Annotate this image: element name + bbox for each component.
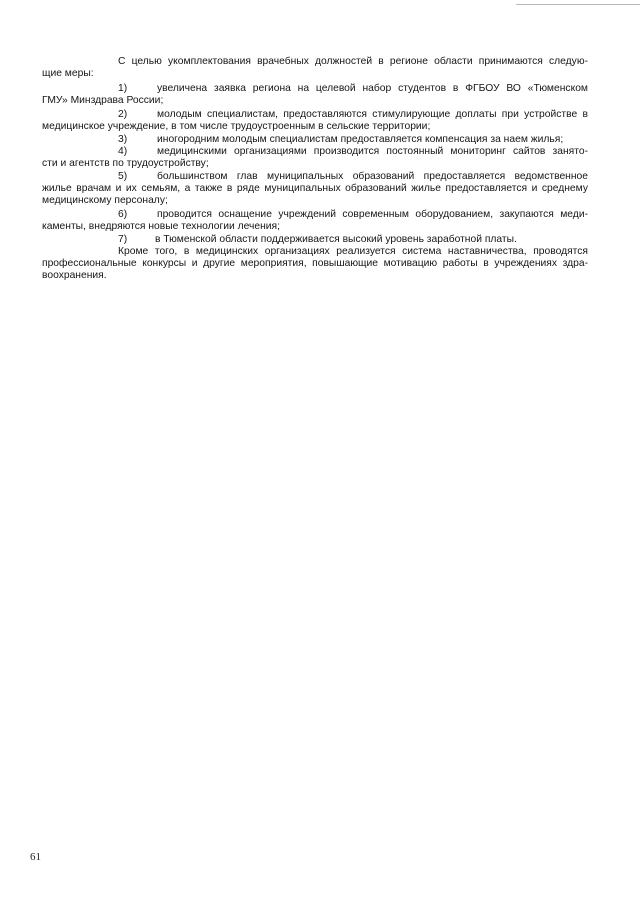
- intro-line-1: С целью укомплектования врачебных должностей в регионе области принимаются следую-: [118, 56, 588, 67]
- item-number-4: 4): [118, 146, 128, 157]
- item-3-line-1: иногородним молодым специалистам предоставляется компенсация за наем жилья;: [157, 134, 564, 145]
- item-7-line-1: в Тюменской области поддерживается высокий уровень заработной платы.: [155, 234, 517, 245]
- item-number-1: 1): [118, 83, 128, 94]
- scan-edge-line: [516, 4, 640, 5]
- page-number: 61: [30, 851, 41, 863]
- item-1-line-2: ГМУ» Минздрава России;: [42, 95, 164, 106]
- item-number-7: 7): [118, 234, 128, 245]
- item-5-line-3: медицинскому персоналу;: [42, 195, 168, 206]
- item-number-3: 3): [118, 134, 128, 145]
- item-1-line-1: увеличена заявка региона на целевой набор студентов в ФГБОУ ВО «Тюменском: [157, 83, 588, 94]
- item-5-line-2: жилье врачам и их семьям, а также в ряде муниципальных образований жилье предоставляется и среднему: [42, 183, 588, 194]
- item-4-line-2: сти и агентств по трудоустройству;: [42, 158, 209, 169]
- item-6-line-1: проводится оснащение учреждений современным оборудованием, закупаются меди-: [157, 209, 588, 220]
- item-2-line-2: медицинское учреждение, в том числе трудоустроенным в сельские территории;: [42, 121, 431, 132]
- item-number-2: 2): [118, 109, 128, 120]
- item-6-line-2: каменты, внедряются новые технологии лечения;: [42, 221, 280, 232]
- intro-line-2: щие меры:: [42, 68, 94, 79]
- closing-line-3: воохранения.: [42, 270, 107, 281]
- item-4-line-1: медицинскими организациями производится постоянный мониторинг сайтов занято-: [157, 146, 588, 157]
- closing-line-2: профессиональные конкурсы и другие мероприятия, повышающие мотивацию работы в учреждениях здра-: [42, 258, 588, 269]
- item-number-6: 6): [118, 209, 128, 220]
- item-number-5: 5): [118, 171, 128, 182]
- item-2-line-1: молодым специалистам, предоставляются стимулирующие доплаты при устройстве в: [157, 109, 588, 120]
- item-5-line-1: большинством глав муниципальных образований предоставляется ведомственное: [157, 171, 588, 182]
- closing-line-1: Кроме того, в медицинских организациях реализуется система наставничества, проводятся: [118, 246, 588, 257]
